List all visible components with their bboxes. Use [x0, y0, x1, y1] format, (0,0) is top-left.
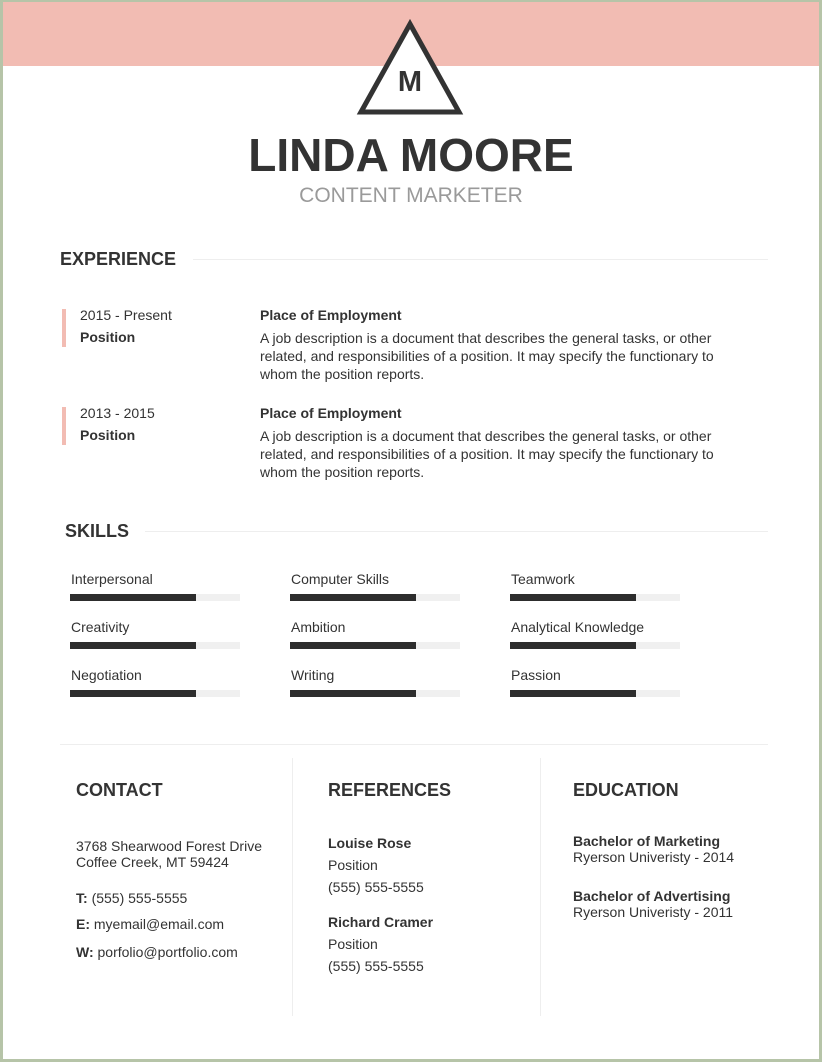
job-description: A job description is a document that describes the general tasks, or other related, and responsibilities of a position. It may specify the functionary to whom the position reports.	[260, 330, 714, 382]
skills-heading: SKILLS	[65, 521, 130, 541]
web-value[interactable]: porfolio@portfolio.com	[97, 944, 238, 960]
contact-email-row	[76, 915, 224, 933]
skill-bar-fill	[510, 690, 636, 697]
skill-bar-fill	[510, 594, 636, 601]
contact-web-row	[76, 943, 238, 961]
job-dates: 2013 - 2015	[80, 405, 155, 421]
skill-label: Ambition	[291, 619, 346, 635]
email-label: E:	[76, 916, 90, 932]
skill-label: Passion	[511, 667, 561, 683]
degree-school: Ryerson Univeristy - 2011	[573, 904, 734, 920]
job-description: A job description is a document that describes the general tasks, or other related, and responsibilities of a position. It may specify the functionary to whom the position reports.	[260, 428, 714, 480]
job-accent-bar	[62, 309, 66, 347]
skill-item	[70, 666, 240, 702]
job-entry-1	[3, 300, 819, 390]
references-heading: REFERENCES	[328, 780, 452, 800]
skill-bar-fill	[70, 642, 196, 649]
skill-bar-track	[510, 594, 680, 601]
education-heading: EDUCATION	[573, 780, 679, 800]
reference-phone: (555) 555-5555	[328, 879, 424, 895]
candidate-name: LINDA MOORE	[248, 129, 574, 181]
reference-name: Louise Rose	[328, 835, 412, 851]
column-divider	[292, 758, 293, 1016]
reference-name: Richard Cramer	[328, 914, 434, 930]
skill-bar-fill	[510, 642, 636, 649]
experience-heading: EXPERIENCE	[60, 249, 177, 269]
skill-label: Interpersonal	[71, 571, 153, 587]
skill-item	[290, 618, 460, 654]
skill-bar-fill	[290, 594, 416, 601]
skill-bar-track	[290, 594, 460, 601]
skill-label: Creativity	[71, 619, 130, 635]
skill-label: Negotiation	[71, 667, 142, 683]
skill-label: Analytical Knowledge	[511, 619, 645, 635]
contact-heading: CONTACT	[76, 780, 163, 800]
skill-bar-track	[290, 690, 460, 697]
skill-bar-track	[510, 642, 680, 649]
job-dates: 2015 - Present	[80, 307, 172, 323]
skill-bar-fill	[70, 594, 196, 601]
job-employer: Place of Employment	[260, 405, 402, 421]
candidate-title: CONTENT MARKETER	[299, 184, 523, 207]
skill-item	[510, 570, 680, 606]
reference-position: Position	[328, 936, 378, 952]
reference-phone: (555) 555-5555	[328, 958, 424, 974]
skill-bar-track	[290, 642, 460, 649]
skill-item	[510, 618, 680, 654]
skill-bar-fill	[70, 690, 196, 697]
skill-bar-fill	[290, 642, 416, 649]
email-value[interactable]: myemail@email.com	[93, 916, 225, 932]
skill-item	[70, 618, 240, 654]
skill-label: Teamwork	[511, 571, 575, 587]
skill-bar-track	[70, 594, 240, 601]
address-line-1: 3768 Shearwood Forest Drive	[76, 838, 262, 854]
address-line-2: Coffee Creek, MT 59424	[76, 854, 229, 870]
skills-divider	[145, 531, 768, 532]
job-entry-2	[3, 398, 819, 488]
skill-item	[290, 570, 460, 606]
skill-bar-track	[70, 690, 240, 697]
contact-phone-row	[76, 889, 187, 907]
experience-divider	[193, 259, 768, 260]
web-label: W:	[76, 944, 94, 960]
phone-value: (555) 555-5555	[91, 890, 188, 906]
skill-bar-track	[70, 642, 240, 649]
column-divider	[540, 758, 541, 1016]
monogram-letter: M	[397, 66, 423, 98]
degree-title: Bachelor of Marketing	[573, 833, 721, 849]
job-position: Position	[80, 427, 136, 443]
skill-item	[290, 666, 460, 702]
skill-item	[510, 666, 680, 702]
resume-page	[3, 2, 819, 1059]
skill-label: Writing	[291, 667, 335, 683]
degree-school: Ryerson Univeristy - 2014	[573, 849, 735, 865]
footer-divider	[60, 744, 768, 745]
skill-bar-track	[510, 690, 680, 697]
degree-title: Bachelor of Advertising	[573, 888, 731, 904]
skill-bar-fill	[290, 690, 416, 697]
job-position: Position	[80, 329, 136, 345]
skill-label: Computer Skills	[291, 571, 390, 587]
job-employer: Place of Employment	[260, 307, 402, 323]
phone-label: T:	[76, 890, 88, 906]
reference-position: Position	[328, 857, 378, 873]
job-accent-bar	[62, 407, 66, 445]
skill-item	[70, 570, 240, 606]
